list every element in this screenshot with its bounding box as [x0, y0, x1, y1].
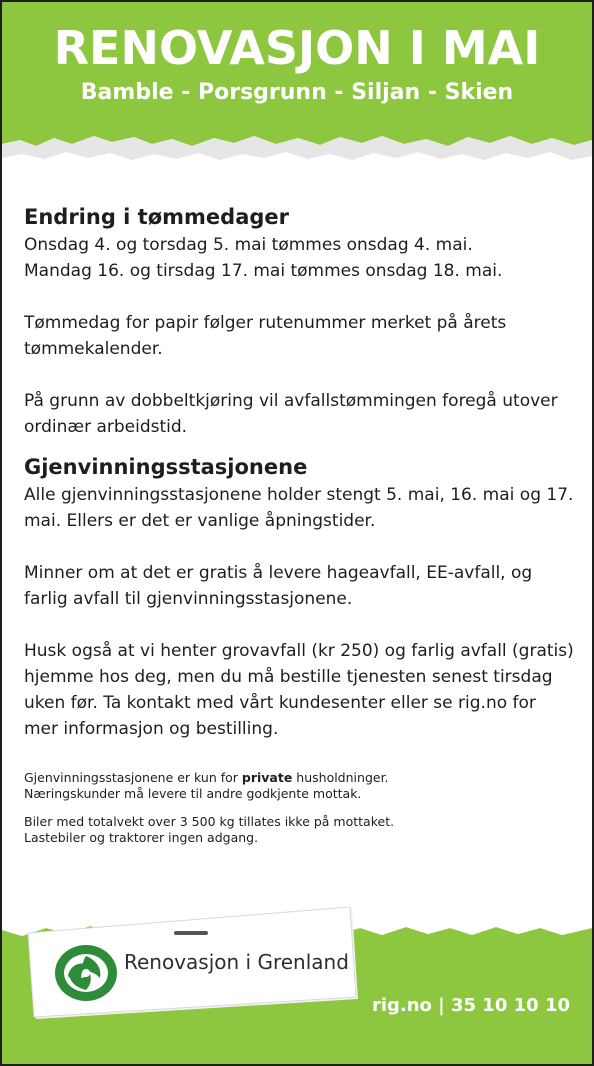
page-subtitle: Bamble - Porsgrunn - Siljan - Skien	[80, 80, 514, 105]
note-trucks: Lastebiler og traktorer ingen adgang.	[24, 830, 259, 845]
logo-wordmark: Renovasjon i Grenland	[124, 950, 349, 974]
contact-info: rig.no | 35 10 10 10	[371, 995, 570, 1016]
torn-paper-edge-top	[2, 122, 592, 182]
stations-paragraph-pickup: Husk også at vi henter grovavfall (kr 250) og farlig avfall (gratis) hjemme hos deg, men du må bestille tjenesten senest tirsdag uken før. Ta kontakt med vårt kundesenter eller se rig.no for mer informasjon og bestilling.	[24, 641, 574, 739]
main-content	[24, 202, 574, 846]
section-heading-stations: Gjenvinningsstasjonene	[24, 455, 308, 479]
schedule-line-1: Onsdag 4. og torsdag 5. mai tømmes onsdag 4. mai.	[24, 235, 473, 255]
section-heading-schedule: Endring i tømmedager	[24, 205, 289, 229]
note-business: Næringskunder må levere til andre godkjente mottak.	[24, 786, 362, 801]
note-weight-limit: Biler med totalvekt over 3 500 kg tillates ikke på mottaket.	[24, 814, 395, 829]
note-private: Gjenvinningsstasjonene er kun for private husholdninger.	[24, 770, 389, 785]
page-title: RENOVASJON I MAI	[53, 21, 541, 75]
schedule-paragraph-overtime: På grunn av dobbeltkjøring vil avfallstømmingen foregå utover ordinær arbeidstid.	[24, 391, 558, 437]
stations-paragraph-closed: Alle gjenvinningsstasjonene holder stengt 5. mai, 16. mai og 17. mai. Ellers er det er vanlige åpningstider.	[24, 485, 574, 531]
schedule-paragraph-paper: Tømmedag for papir følger rutenummer merket på årets tømmekalender.	[24, 313, 507, 359]
schedule-line-2: Mandag 16. og tirsdag 17. mai tømmes onsdag 18. mai.	[24, 261, 503, 281]
recycling-leaf-logo-icon	[52, 942, 120, 1004]
stations-paragraph-free: Minner om at det er gratis å levere hageavfall, EE-avfall, og farlig avfall til gjenvinningsstasjonene.	[24, 563, 533, 609]
